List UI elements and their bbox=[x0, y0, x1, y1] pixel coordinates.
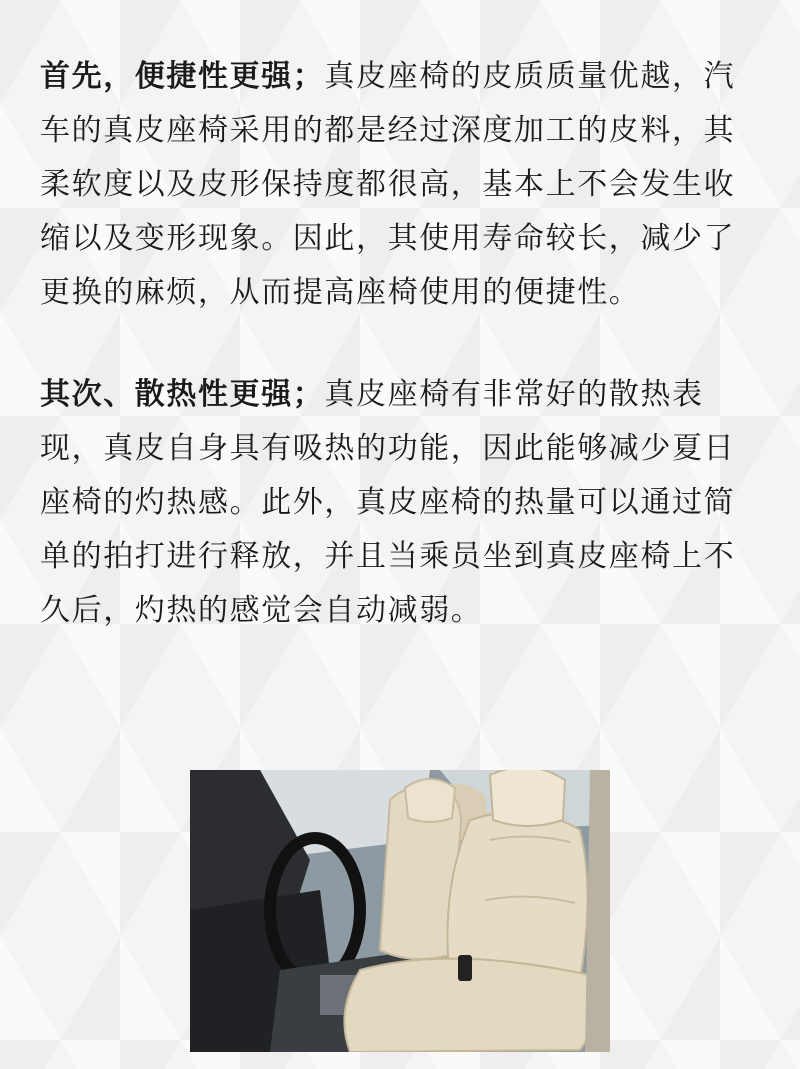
car-seat-illustration bbox=[190, 770, 610, 1052]
paragraph-body-heat-dissipation: 真皮座椅有非常好的散热表现，真皮自身具有吸热的功能，因此能够减少夏日座椅的灼热感。此外，真皮座椅的热量可以通过简单的拍打进行释放，并且当乘员坐到真皮座椅上不久后，灼热的感觉会自动减弱。 bbox=[40, 377, 736, 628]
article-body bbox=[40, 50, 762, 638]
paragraph-heat-dissipation bbox=[40, 368, 762, 638]
paragraph-lead-convenience: 首先，便捷性更强； bbox=[40, 59, 325, 94]
car-seat-photo bbox=[190, 770, 610, 1052]
paragraph-body-convenience: 真皮座椅的皮质质量优越，汽车的真皮座椅采用的都是经过深度加工的皮料，其柔软度以及皮形保持度都很高，基本上不会发生收缩以及变形现象。因此，其使用寿命较长，减少了更换的麻烦，从而提高座椅使用的便捷性。 bbox=[40, 59, 736, 310]
paragraph-lead-heat-dissipation: 其次、散热性更强； bbox=[40, 377, 325, 412]
paragraph-convenience bbox=[40, 50, 762, 320]
